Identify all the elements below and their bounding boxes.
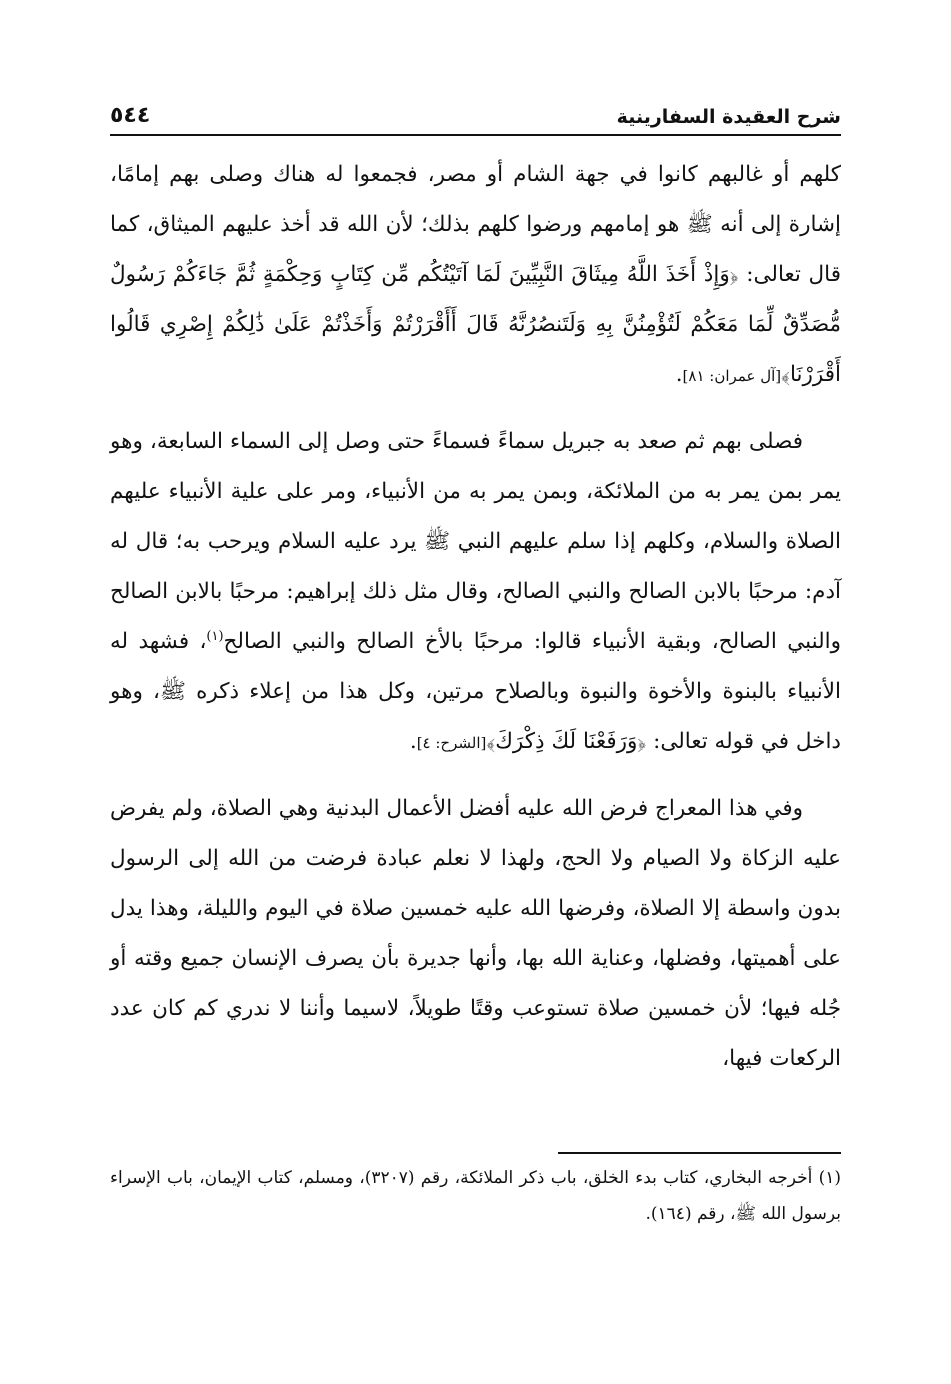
paragraph-2 <box>110 417 841 768</box>
paragraph-text-continued: ، فشهد له الأنبياء بالبنوة والأخوة والنبوة وبالصلاح مرتين، وكل هذا من إعلاء ذكره ﷺ، وهو داخل في قوله تعالى: <box>110 629 841 754</box>
quran-verse: ﴿وَرَفَعْنَا لَكَ ذِكْرَكَ﴾ <box>486 729 647 754</box>
main-text <box>110 150 841 1100</box>
verse-reference: [الشرح: ٤] <box>416 734 487 752</box>
footnote-marker[interactable]: (١) <box>206 628 224 644</box>
paragraph-1 <box>110 150 841 401</box>
footnotes <box>110 1160 841 1232</box>
footnote-separator <box>558 1152 841 1154</box>
running-title: شرح العقيدة السفارينية <box>616 106 841 128</box>
header-rule <box>110 134 841 136</box>
paragraph-end: . <box>409 729 417 754</box>
page-number: ٥٤٤ <box>110 103 151 128</box>
footnote-1: (١) أخرجه البخاري، كتاب بدء الخلق، باب ذكر الملائكة، رقم (٣٢٠٧)، ومسلم، كتاب الإيمان، باب الإسراء برسول الله ﷺ، رقم (١٦٤). <box>110 1168 842 1224</box>
paragraph-end: . <box>675 362 683 387</box>
paragraph-text: فصلى بهم ثم صعد به جبريل سماءً فسماءً حتى وصل إلى السماء السابعة، وهو يمر بمن يمر به من الملائكة، وبمن يمر به من الأنبياء، ومر على علية الأنبياء عليهم الصلاة والسلام، وكلهم إذا سلم عليهم النبي ﷺ يرد عليه السلام ويرحب به؛ قال له آدم: مرحبًا بالابن الصالح والنبي الصالح، وقال مثل ذلك إبراهيم: مرحبًا بالابن الصالح والنبي الصالح، وبقية الأنبياء قالوا: مرحبًا بالأخ الصالح والنبي الصالح <box>110 429 841 654</box>
paragraph-text: وفي هذا المعراج فرض الله عليه أفضل الأعمال البدنية وهي الصلاة، ولم يفرض عليه الزكاة ولا الصيام ولا الحج، ولهذا لا نعلم عبادة فرضت من الله إلى الرسول بدون واسطة إلا الصلاة، وفرضها الله عليه خمسين صلاة في اليوم والليلة، وهذا يدل على أهميتها، وفضلها، وعناية الله بها، وأنها جديرة بأن يصرف الإنسان جميع وقته أو جُله فيها؛ لأن خمسين صلاة تستوعب وقتًا طويلاً، لاسيما وأننا لا ندري كم كان عدد الركعات فيها، <box>110 796 841 1071</box>
quran-verse: ﴿وَإِذْ أَخَذَ اللَّهُ مِيثَاقَ النَّبِيِّينَ لَمَا آتَيْتُكُم مِّن كِتَابٍ وَحِكْمَةٍ ثُمَّ جَاءَكُمْ رَسُولٌ مُّصَدِّقٌ لِّمَا مَعَكُمْ لَتُؤْمِنُنَّ بِهِ وَلَتَنصُرُنَّهُ قَالَ أَأَقْرَرْتُمْ وَأَخَذْتُمْ عَلَىٰ ذَٰلِكُمْ إِصْرِي قَالُوا أَقْرَرْنَا﴾ <box>110 262 841 387</box>
page-header <box>110 88 841 128</box>
paragraph-3 <box>110 784 841 1084</box>
verse-reference: [آل عمران: ٨١] <box>682 367 782 385</box>
paragraph-text: كلهم أو غالبهم كانوا في جهة الشام أو مصر، فجمعوا له هناك وصلى بهم إمامًا، إشارة إلى أنه ﷺ هو إمامهم ورضوا كلهم بذلك؛ لأن الله قد أخذ عليهم الميثاق، كما قال تعالى: <box>110 162 841 287</box>
